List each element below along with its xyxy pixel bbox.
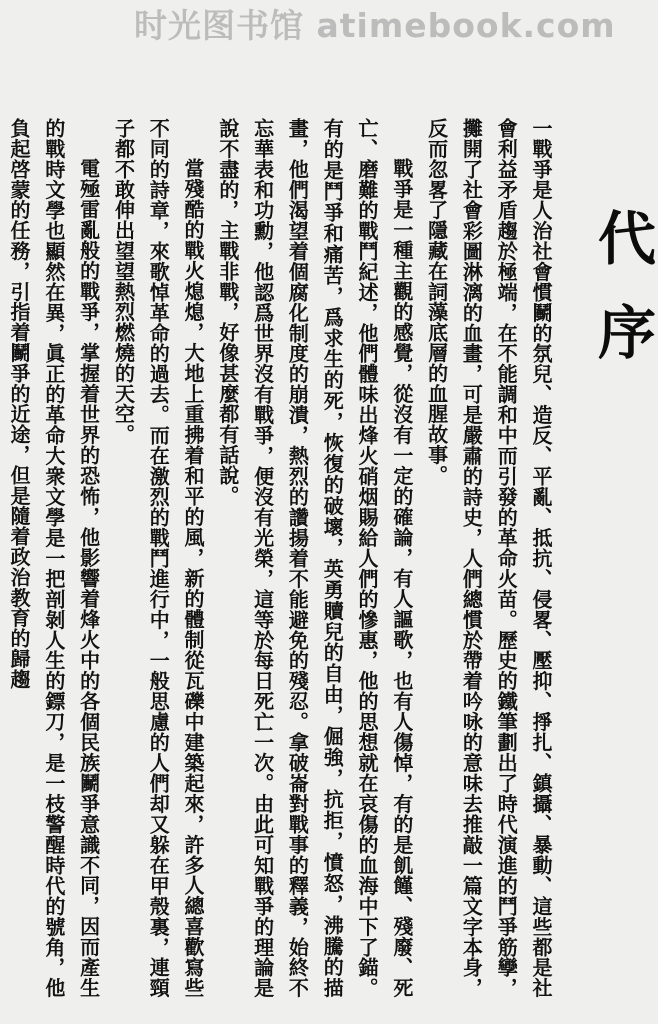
watermark: 时光图书馆 atimebook.com <box>134 6 616 45</box>
paragraph-4: 電殛雷亂般的戰爭，掌握着世界的恐怖，他影響着烽火中的各個民族鬭爭意識不同，因而產生的戰時文學也顯然在異，眞正的革命大衆文學是一把剖剝人生的鏢刀，是一枝警醒時代的號角，他負起啓蒙的任務，引指着鬭爭的近途，但是隨着政治教育的歸趨 <box>7 118 101 998</box>
paragraph-2: 戰爭是一種主觀的感覺，從沒有一定的確論，有人謳歌，也有人傷悼，有的是飢饉、殘廢、死亡、磨難的戰鬥紀述，他們體味出烽火硝烟賜給人們的慘惠，他的思想就在哀傷的血海中下了錨。有的是鬥爭和痛苦，爲求生的死，恢復的破壞，英勇贖兒的自由，倔強，抗拒，憤怒，沸騰的描畫，他們渴望着個腐化制度的崩潰，熱烈的讚揚着不能避免的殘忍。拿破崙對戰事的釋義，始終不忘華表和功勳，他認爲世界沒有戰爭，便沒有光榮，這等於每日死亡一次。由此可知戰爭的理論是說不盡的，主戰非戰，好像甚麼都有話說。 <box>215 118 414 998</box>
paragraph-3: 當殘酷的戰火熄熄，大地上重拂着和平的風，新的體制從瓦礫中建築起來，許多人總喜歡寫些不同的詩章，來歌悼革命的過去。而在激烈的戰鬥進行中，一般思慮的人們却又躲在甲殼裏，連頸子都不敢伸出望望熱烈燃燒的天空。 <box>111 118 206 998</box>
page-title: 代序 <box>588 208 656 396</box>
body-text <box>1 118 558 998</box>
paragraph-1: 一戰爭是人治社會慣鬭的氛兒、造反、平亂、抵抗、侵畧、壓抑、掙扎、鎮攝、暴動、這些都是社會利益矛盾趨於極端，在不能調和中而引發的革命火苗。歷史的鐵筆劃出了時代演進的鬥爭筋孿，攤開了社會彩圖淋漓的血畫，可是嚴肅的詩史，人們總慣於帶着吟咏的意味去推敲一篇文字本身，反而忽畧了隱藏在詞藻底層的血腥故事。 <box>424 118 553 998</box>
